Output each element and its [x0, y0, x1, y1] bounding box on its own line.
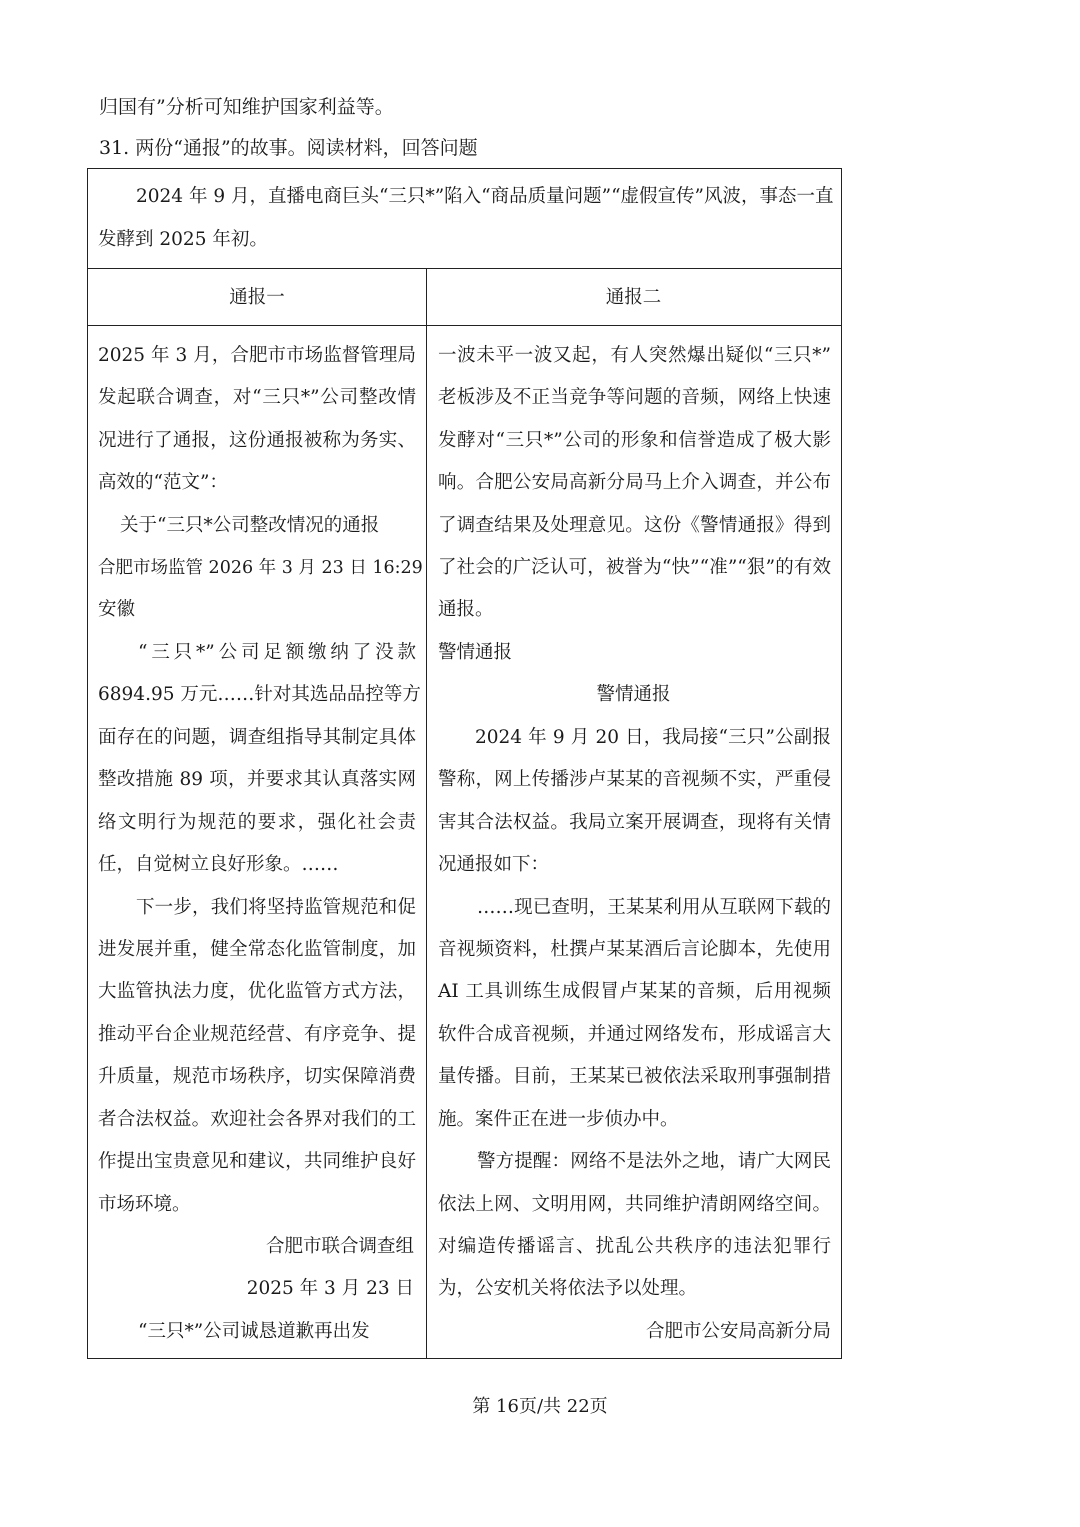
col1-line: 任，自觉树立良好形象。……	[98, 854, 339, 875]
col1-line: 合肥市场监管 2026 年 3 月 23 日 16:29	[98, 558, 423, 578]
col1-header: 通报一	[229, 287, 285, 308]
col2-line: 发酵对“三只*”公司的形象和信誉造成了极大影	[438, 430, 831, 451]
col2-line: 警情通报	[438, 642, 513, 663]
col1-line: 作提出宝贵意见和建议，共同维护良好	[98, 1151, 416, 1172]
col1-date: 2025 年 3 月 23 日	[246, 1278, 414, 1299]
col1-line: 市场环境。	[98, 1194, 191, 1215]
col1-line: 安徽	[98, 599, 136, 620]
question-heading: 31. 两份“通报”的故事。阅读材料，回答问题	[99, 137, 478, 159]
col2-line: 了调查结果及处理意见。这份《警情通报》得到	[438, 515, 831, 536]
col1-line: “三只*”公司足额缴纳了没款	[138, 642, 416, 663]
col1-line: 升质量，规范市场秩序，切实保障消费	[98, 1066, 416, 1087]
col1-line: 高效的“范文”：	[98, 472, 228, 493]
col1-line: 6894.95 万元……针对其选品品控等方	[98, 684, 421, 705]
col2-line: 老板涉及不正当竞争等问题的音频，网络上快速	[438, 387, 831, 408]
col1-line: 络文明行为规范的要求，强化社会责	[98, 812, 416, 833]
col2-line: 软件合成音视频，并通过网络发布，形成谣言大	[438, 1024, 831, 1045]
col2-line: 对编造传播谣言、扰乱公共秩序的违法犯罪行	[438, 1236, 831, 1257]
col2-line: AI 工具训练生成假冒卢某某的音频，后用视频	[438, 981, 831, 1002]
col1-line: 者合法权益。欢迎社会各界对我们的工	[98, 1109, 416, 1130]
col2-line: 了社会的广泛认可，被誉为“快”“准”“狠”的有效	[438, 557, 831, 578]
col2-signature: 合肥市公安局高新分局	[645, 1321, 831, 1342]
table-divider	[88, 325, 841, 326]
col2-line: 警方提醒：网络不是法外之地，请广大网民	[477, 1151, 831, 1172]
column-divider	[426, 268, 427, 1358]
col1-line: 大监管执法力度，优化监管方式方法，	[98, 981, 416, 1002]
background-text: 2024 年 9 月，直播电商巨头“三只*”陷入“商品质量问题”“虚假宣传”风波，事态一直	[136, 186, 834, 207]
col2-line: 音视频资料，杜撰卢某某酒后言论脚本，先使用	[438, 939, 831, 960]
intro-tail-text: 归国有”分析可知维护国家利益等。	[99, 96, 394, 118]
col2-line: 施。案件正在进一步侦办中。	[438, 1109, 679, 1130]
col2-line: 依法上网、文明用网，共同维护清朗网络空间。	[438, 1194, 831, 1215]
col2-line: 警称，网上传播涉卢某某的音视频不实，严重侵	[438, 769, 831, 790]
col1-line: 发起联合调查，对“三只*”公司整改情	[98, 387, 416, 408]
col2-line: 况通报如下：	[438, 854, 550, 875]
material-table	[87, 168, 842, 1359]
col2-line: ……现已查明，王某某利用从互联网下载的	[477, 897, 831, 918]
background-text: 发酵到 2025 年初。	[98, 229, 268, 250]
col1-line: 面存在的问题，调查组指导其制定具体	[98, 727, 416, 748]
col1-line: 2025 年 3 月，合肥市市场监督管理局	[98, 345, 416, 366]
col1-line: 进发展并重，健全常态化监管制度，加	[98, 939, 416, 960]
col2-line: 量传播。目前，王某某已被依法采取刑事强制措	[438, 1066, 831, 1087]
col1-signature: 合肥市联合调查组	[265, 1236, 414, 1257]
col2-line: 2024 年 9 月 20 日，我局接“三只”公副报	[475, 727, 831, 748]
col1-line: 下一步，我们将坚持监管规范和促	[136, 897, 416, 918]
col2-line: 通报。	[438, 599, 494, 620]
col1-line: 整改措施 89 项，并要求其认真落实网	[98, 769, 416, 790]
col1-line: 推动平台企业规范经营、有序竞争、提	[98, 1024, 416, 1045]
col2-line: 为，公安机关将依法予以处理。	[438, 1278, 698, 1299]
col1-line: 关于“三只*公司整改情况的通报	[120, 515, 380, 536]
page-number: 第 16页/共 22页	[472, 1396, 608, 1417]
col2-line: 响。合肥公安局高新分局马上介入调查，并公布	[438, 472, 831, 493]
col1-line: “三只*”公司诚恳道歉再出发	[138, 1321, 370, 1342]
table-divider	[88, 268, 841, 269]
col2-line: 害其合法权益。我局立案开展调查，现将有关情	[438, 812, 831, 833]
col2-notice-title: 警情通报	[596, 684, 671, 705]
col2-line: 一波未平一波又起，有人突然爆出疑似“三只*”	[438, 345, 831, 366]
col2-header: 通报二	[605, 287, 662, 308]
col1-line: 况进行了通报，这份通报被称为务实、	[98, 430, 416, 451]
